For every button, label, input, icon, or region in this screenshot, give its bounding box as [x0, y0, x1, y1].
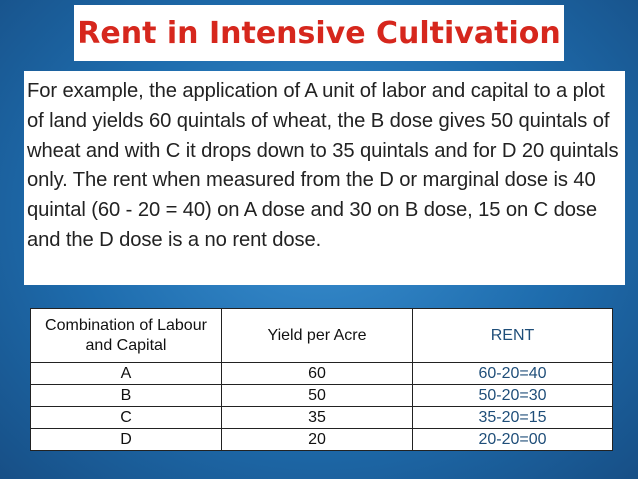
- example-paragraph: For example, the application of A unit of labor and capital to a plot of land yields 60 quintals of wheat, the B dose gives 50 quintals of wheat and with C it drops down to 35 quintals and for D 20 quintals only. The rent when measured from the D or marginal dose is 40 quintal (60 - 20 = 40) on A dose and 30 on B dose, 15 on C dose and the D dose is a no rent dose.: [27, 80, 619, 251]
- cell-rent: 50-20=30: [413, 385, 613, 407]
- cell-yield: 50: [222, 385, 413, 407]
- cell-rent: 35-20=15: [413, 407, 613, 429]
- slide-title: Rent in Intensive Cultivation: [77, 15, 561, 51]
- table-row: [31, 407, 613, 429]
- title-banner: [74, 5, 564, 61]
- table-row: [31, 363, 613, 385]
- table-row: [31, 429, 613, 451]
- cell-yield: 35: [222, 407, 413, 429]
- cell-yield: 20: [222, 429, 413, 451]
- cell-combination: D: [31, 429, 222, 451]
- table-row: [31, 385, 613, 407]
- cell-combination: B: [31, 385, 222, 407]
- cell-combination: C: [31, 407, 222, 429]
- text-box: [24, 71, 625, 285]
- table-header-row: [31, 309, 613, 363]
- cell-rent: 60-20=40: [413, 363, 613, 385]
- header-yield: Yield per Acre: [222, 309, 413, 363]
- cell-rent: 20-20=00: [413, 429, 613, 451]
- cell-yield: 60: [222, 363, 413, 385]
- header-rent: RENT: [413, 309, 613, 363]
- rent-table: [30, 308, 613, 451]
- header-combination: Combination of Labour and Capital: [31, 309, 222, 363]
- cell-combination: A: [31, 363, 222, 385]
